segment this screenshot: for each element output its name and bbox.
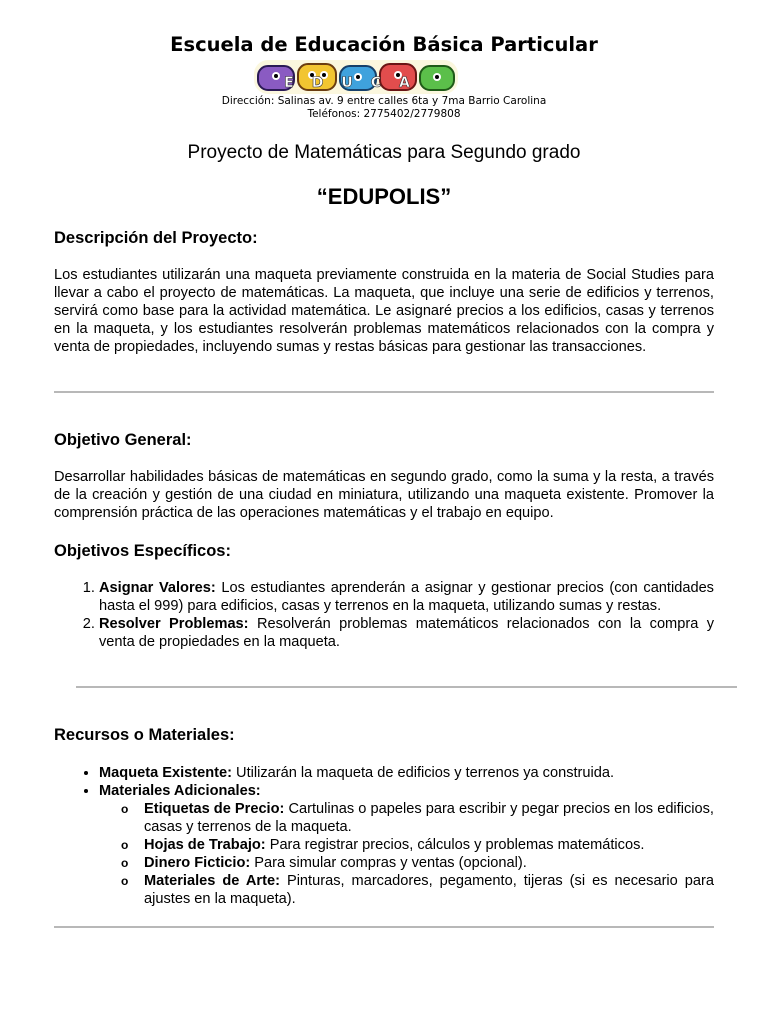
item-label: Hojas de Trabajo: — [144, 837, 266, 853]
description-text: Los estudiantes utilizarán una maqueta previamente construida en la materia de Social Studies para llevar a cabo el proyecto de matemáticas. La maqueta, que incluye una serie de edificios y terrenos, servirá como base para la actividad matemática. Le asignaré precios a los edificios, casas y terrenos en la maqueta, y los estudiantes resolverán problemas matemáticos relacionados con la compra y venta de propiedades, incluyendo sumas y restas básicas para gestionar las transacciones. — [54, 267, 714, 355]
logo-text: EDUCA — [284, 75, 428, 91]
sub-list — [99, 800, 714, 908]
item-text: Utilizarán la maqueta de edificios y terrenos ya construida. — [232, 765, 615, 781]
list-item — [99, 579, 714, 615]
resources-list — [54, 764, 714, 908]
item-label: Etiquetas de Precio: — [144, 801, 285, 817]
list-item — [99, 764, 714, 782]
item-text: Resolverán problemas matemáticos relacionados con la compra y venta de propiedades en la maqueta. — [99, 616, 714, 650]
item-text: Para registrar precios, cálculos y problemas matemáticos. — [265, 837, 645, 853]
list-item — [99, 782, 714, 908]
divider — [54, 391, 714, 393]
school-name: Escuela de Educación Básica Particular — [170, 33, 598, 56]
sub-list-item — [144, 836, 714, 854]
specific-objectives-list — [54, 579, 714, 651]
general-objective-heading: Objetivo General: — [54, 431, 192, 449]
item-text: Cartulinas o papeles para escribir y pegar precios en los edificios, casas y terrenos de la maqueta. — [144, 801, 714, 835]
general-objective-text: Desarrollar habilidades básicas de matemáticas en segundo grado, como la suma y la resta, a través de la creación y gestión de una ciudad en miniatura, utilizando una maqueta existente. Promover la comprensión práctica de las operaciones matemáticas y el trabajo en equipo. — [54, 469, 714, 521]
divider — [54, 926, 714, 928]
item-label: Maqueta Existente: — [99, 765, 232, 781]
sub-list-item — [144, 872, 714, 908]
school-address: Dirección: Salinas av. 9 entre calles 6ta y 7ma Barrio Carolina — [221, 95, 547, 107]
sub-list-item — [144, 800, 714, 836]
item-text: Para simular compras y ventas (opcional). — [250, 855, 527, 871]
project-name: “EDUPOLIS” — [316, 184, 452, 209]
specific-objectives-heading: Objetivos Específicos: — [54, 542, 231, 560]
item-label: Materiales de Arte: — [144, 873, 280, 889]
resources-heading: Recursos o Materiales: — [54, 726, 235, 744]
list-item — [99, 615, 714, 651]
item-label: Dinero Ficticio: — [144, 855, 251, 871]
item-text: Los estudiantes aprenderán a asignar y gestionar precios (con cantidades hasta el 999) para edificios, casas y terrenos en la maqueta, utilizando sumas y restas. — [99, 580, 714, 614]
item-label: Resolver Problemas: — [99, 616, 249, 632]
item-label: Asignar Valores: — [99, 580, 216, 596]
school-phones: Teléfonos: 2775402/2779808 — [307, 108, 461, 120]
project-title: Proyecto de Matemáticas para Segundo grado — [187, 142, 581, 163]
sub-list-item — [144, 854, 714, 872]
description-heading: Descripción del Proyecto: — [54, 229, 258, 247]
educa-logo — [254, 60, 458, 94]
item-label: Materiales Adicionales: — [99, 783, 261, 799]
divider — [76, 686, 737, 688]
item-text: Pinturas, marcadores, pegamento, tijeras (si es necesario para ajustes en la maqueta). — [144, 873, 714, 907]
